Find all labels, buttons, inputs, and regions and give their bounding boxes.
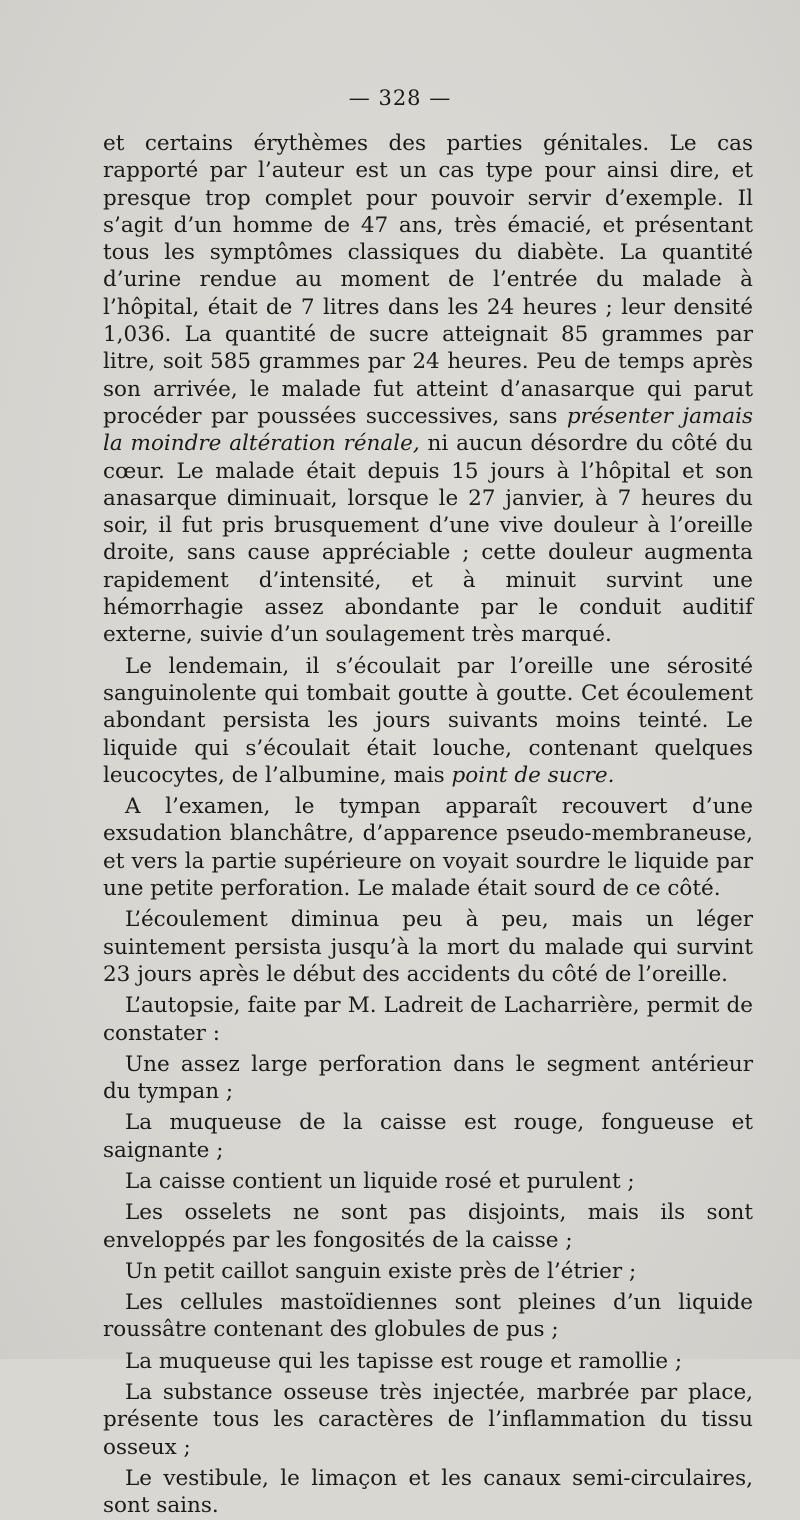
italic-text: point de sucre. bbox=[451, 762, 615, 788]
text-run: La muqueuse qui les tapisse est rouge et ramollie ; bbox=[125, 1348, 683, 1374]
text-run: La muqueuse de la caisse est rouge, fongueuse et saignante ; bbox=[103, 1110, 753, 1163]
paragraph bbox=[103, 130, 753, 649]
paragraph bbox=[103, 1379, 753, 1461]
paragraph bbox=[103, 1465, 753, 1520]
text-run: Un petit caillot sanguin existe près de l’étrier ; bbox=[125, 1258, 637, 1284]
paragraph bbox=[103, 992, 753, 1047]
paragraph bbox=[103, 653, 753, 789]
paragraph bbox=[103, 1348, 753, 1375]
paragraph bbox=[103, 1289, 753, 1344]
paragraph bbox=[103, 1258, 753, 1285]
paragraph bbox=[103, 1051, 753, 1106]
text-run: La substance osseuse très injectée, marbrée par place, présente tous les caractères de l’inflammation du tissu osseux ; bbox=[103, 1380, 753, 1460]
body-text bbox=[103, 130, 753, 1520]
paragraph bbox=[103, 1199, 753, 1254]
page-number: — 328 — bbox=[348, 86, 452, 110]
text-run: et certains érythèmes des parties génitales. Le cas rapporté par l’auteur est un cas type pour ainsi dire, et presque trop complet pour pouvoir servir d’exemple. Il s’agit d’un homme de 47 ans, très émacié, et présentant tous les symptômes classiques du diabète. La quantité d’urine rendue au moment de l’entrée du malade à l’hôpital, était de 7 litres dans les 24 heures ; leur densité 1,036. La quantité de sucre atteignait 85 grammes par litre, soit 585 grammes par 24 heures. Peu de temps après son arrivée, le malade fut atteint d’anasarque qui parut procéder par poussées successives, sans bbox=[103, 131, 753, 429]
text-run: L’autopsie, faite par M. Ladreit de Lacharrière, permit de constater : bbox=[103, 993, 753, 1046]
text-run: La caisse contient un liquide rosé et purulent ; bbox=[125, 1168, 635, 1194]
paragraph bbox=[103, 1109, 753, 1164]
paragraph bbox=[103, 1168, 753, 1195]
text-run: Les cellules mastoïdiennes sont pleines d’un liquide roussâtre contenant des globules de pus ; bbox=[103, 1290, 753, 1343]
text-run: A l’examen, le tympan apparaît recouvert d’une exsudation blanchâtre, d’apparence pseudo-membraneuse, et vers la partie supérieure on voyait sourdre le liquide par une petite perforation. Le malade était sourd de ce côté. bbox=[103, 794, 753, 902]
italic-text: présenter jamais la moindre altération rénale, bbox=[103, 403, 753, 457]
text-run: Le vestibule, le limaçon et les canaux semi-circulaires, sont sains. bbox=[103, 1465, 753, 1519]
text-run: Le lendemain, il s’écoulait par l’oreille une sérosité sanguinolente qui tombait goutte à goutte. Cet écoulement abondant persista les jours suivants moins teinté. Le liquide qui s’écoulait était louche, contenant quelques leucocytes, de l’albumine, mais bbox=[103, 653, 753, 788]
paragraph bbox=[103, 906, 753, 988]
text-run: ni aucun désordre du côté du cœur. Le malade était depuis 15 jours à l’hôpital et son anasarque diminuait, lorsque le 27 janvier, à 7 heures du soir, il fut pris brusquement d’une vive douleur à l’oreille droite, sans cause appréciable ; cette douleur augmenta rapidement d’intensité, et à minuit survint une hémorrhagie assez abondante par le conduit auditif externe, suivie d’un soulagement très marqué. bbox=[103, 431, 754, 648]
paragraph bbox=[103, 793, 753, 902]
text-run: L’écoulement diminua peu à peu, mais un léger suintement persista jusqu’à la mort du malade qui survint 23 jours après le début des accidents du côté de l’oreille. bbox=[103, 907, 753, 987]
text-run: Les osselets ne sont pas disjoints, mais ils sont enveloppés par les fongosités de la caisse ; bbox=[103, 1200, 753, 1253]
text-run: Une assez large perforation dans le segment antérieur du tympan ; bbox=[103, 1051, 753, 1105]
